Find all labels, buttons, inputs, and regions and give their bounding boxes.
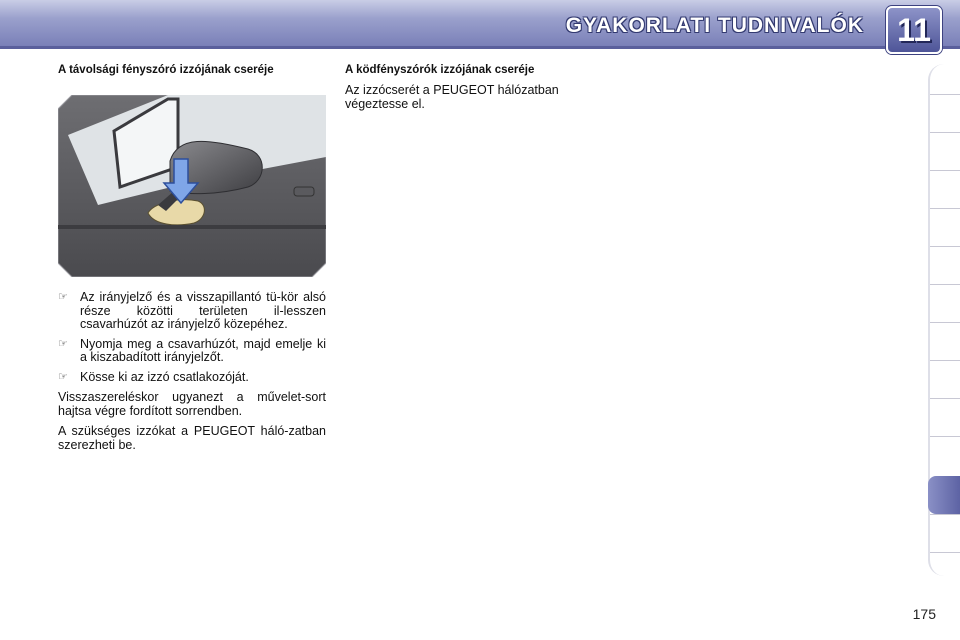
right-column: [345, 64, 625, 117]
side-tab[interactable]: [930, 322, 960, 361]
instruction-list: [58, 291, 326, 384]
mirror-illustration: [58, 95, 326, 277]
header-rule: [0, 46, 960, 49]
side-tab[interactable]: [930, 246, 960, 285]
chapter-side-tabs: [926, 64, 960, 576]
list-item: ☞ Az irányjelző és a visszapillantó tü-kör alsó része közötti területen il-lesszen csavarhúzót az irányjelző közepéhez.: [58, 290, 326, 331]
side-tab[interactable]: [930, 514, 960, 553]
parts-note: A szükséges izzókat a PEUGEOT háló-zatban szerezheti be.: [58, 424, 326, 452]
side-tab[interactable]: [930, 170, 960, 209]
side-tab[interactable]: [930, 436, 960, 475]
list-item: ☞ Kösse ki az izzó csatlakozóját.: [58, 369, 249, 384]
side-tab-active[interactable]: [928, 476, 960, 514]
side-tab[interactable]: [930, 552, 960, 591]
mirror-drawing: [58, 95, 326, 277]
fog-lamp-text: Az izzócserét a PEUGEOT hálózatban végeztesse el.: [345, 83, 559, 111]
chapter-title: GYAKORLATI TUDNIVALÓK: [565, 14, 864, 37]
pointing-hand-icon: ☞: [58, 337, 68, 350]
side-tab[interactable]: [930, 284, 960, 323]
side-tab[interactable]: [930, 360, 960, 399]
list-item: ☞ Nyomja meg a csavarhúzót, majd emelje ki a kiszabadított irányjelzőt.: [58, 336, 326, 364]
section-heading-high-beam: A távolsági fényszóró izzójának cseréje: [58, 64, 274, 76]
page-number: 175: [912, 606, 936, 622]
pointing-hand-icon: ☞: [58, 291, 68, 303]
side-tab[interactable]: [930, 132, 960, 171]
chapter-number-badge: 11: [886, 6, 942, 54]
side-tab[interactable]: [930, 398, 960, 437]
left-column: [58, 64, 326, 458]
section-heading-fog-lamp: A ködfényszórók izzójának cseréje: [345, 64, 535, 76]
side-tab[interactable]: [930, 208, 960, 247]
pointing-hand-icon: ☞: [58, 370, 68, 383]
reassembly-note: Visszaszereléskor ugyanezt a művelet-sort hajtsa végre fordított sorrendben.: [58, 390, 326, 418]
side-tab[interactable]: [930, 94, 960, 133]
